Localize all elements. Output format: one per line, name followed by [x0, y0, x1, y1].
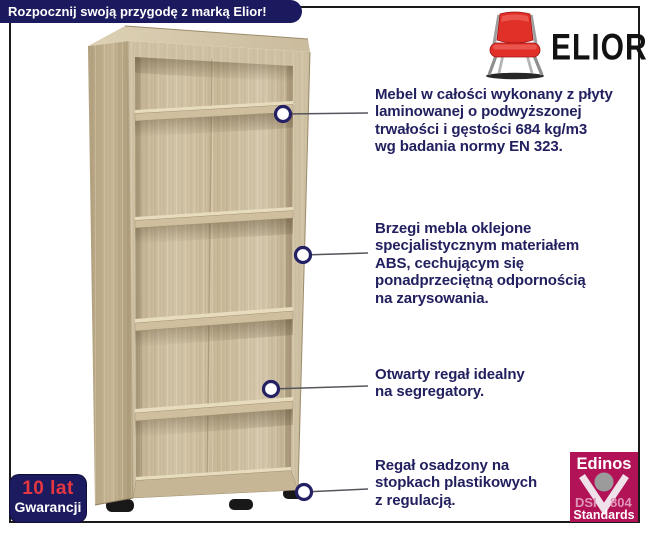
edinos-circle-icon [595, 473, 614, 492]
brand-name: ELIOR [551, 27, 648, 69]
callout-line-2 [303, 253, 368, 255]
warranty-badge [10, 475, 86, 522]
edinos-badge [570, 452, 638, 522]
callout-1-line: trwałości i gęstości 684 kg/m3 [375, 120, 588, 138]
callout-1-line: wg badania normy EN 323. [375, 138, 563, 156]
edinos-dsi: DSI [575, 495, 597, 510]
callout-2-line: specjalistycznym materiałem [375, 237, 580, 255]
callout-line-4 [304, 489, 368, 492]
callout-4-line: Regał osadzony na [375, 457, 510, 474]
chair-icon [484, 9, 546, 81]
warranty-label: Gwarancji [14, 499, 82, 515]
callout-dot-1 [276, 107, 291, 122]
callout-2-line: ponadprzeciętną odpornością [375, 272, 586, 290]
callout-2-line: ABS, cechującym się [375, 254, 525, 272]
brand-logo [482, 6, 648, 82]
callout-dot-2 [296, 248, 311, 263]
callout-3-line: Otwarty regał idealny [375, 366, 525, 383]
edinos-title: Edinos [576, 455, 632, 473]
callout-2-line: na zarysowania. [375, 289, 489, 307]
warranty-years: 10 lat [22, 478, 74, 499]
edinos-804: 804 [610, 495, 632, 510]
callout-4-line: stopkach plastikowych [375, 474, 538, 492]
callout-line-1 [283, 113, 368, 114]
callout-3-line: na segregatory. [375, 383, 485, 401]
top-banner [0, 0, 302, 23]
callout-2-line: Brzegi mebla oklejone [375, 220, 532, 237]
callout-1-line: laminowanej o podwyższonej [375, 103, 582, 121]
callout-4-line: z regulacją. [375, 491, 456, 509]
banner-text: Rozpocznij swoją przygodę z marką Elior! [8, 4, 267, 19]
callout-dot-4 [297, 485, 312, 500]
callout-1-line: Mebel w całości wykonany z płyty [375, 86, 613, 103]
edinos-standards: Standards [573, 508, 635, 522]
callout-dot-3 [264, 382, 279, 397]
